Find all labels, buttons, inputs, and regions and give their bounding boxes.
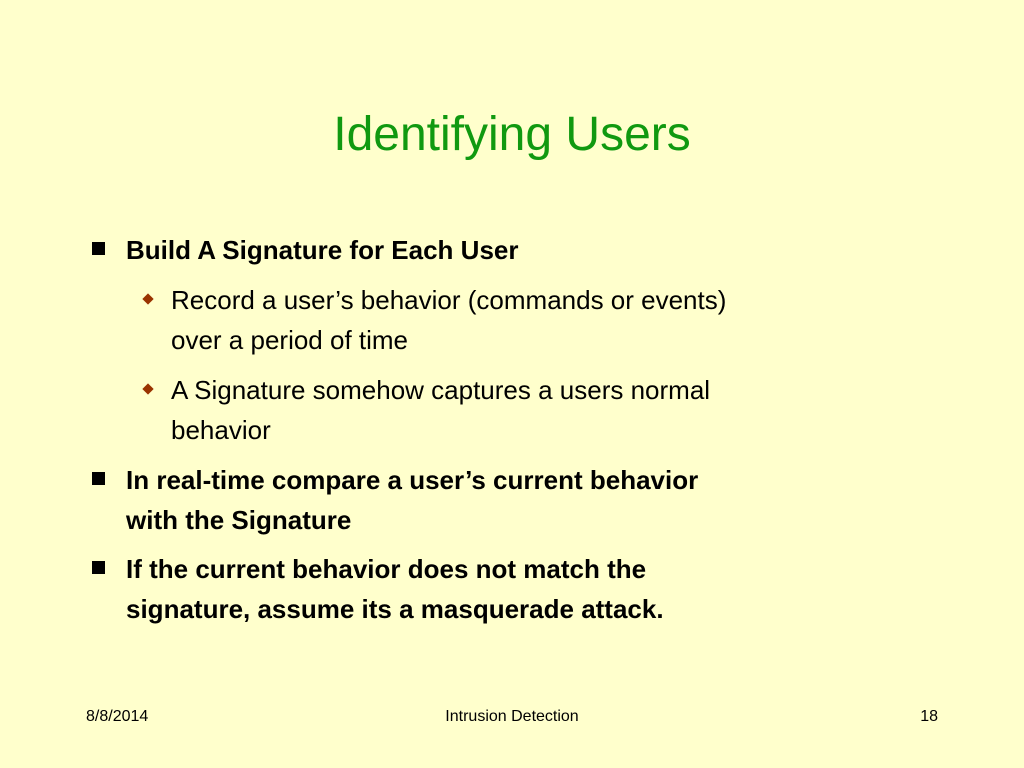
bullet-3-line-2: signature, assume its a masquerade attack. — [126, 594, 664, 624]
square-bullet-icon — [92, 561, 105, 574]
square-bullet-icon — [92, 472, 105, 485]
bullet-2-line-2: with the Signature — [126, 505, 352, 535]
bullet-3-line-1: If the current behavior does not match the — [126, 554, 647, 584]
bullet-1-text: Build A Signature for Each User — [126, 235, 519, 265]
sub-bullet-1-line-1: Record a user’s behavior (commands or events) — [171, 285, 727, 315]
bullet-2-line-1: In real-time compare a user’s current behavior — [126, 465, 699, 495]
diamond-bullet-icon — [142, 293, 153, 304]
slide-title: Identifying Users — [333, 108, 691, 161]
slide-number: 18 — [920, 708, 938, 725]
sub-bullet-2-line-1: A Signature somehow captures a users normal — [171, 375, 711, 405]
sub-bullet-2-line-2: behavior — [171, 415, 271, 445]
sub-bullet-1-line-2: over a period of time — [171, 325, 409, 355]
diamond-bullet-icon — [142, 383, 153, 394]
footer-title: Intrusion Detection — [445, 708, 579, 725]
footer-date: 8/8/2014 — [86, 708, 149, 725]
square-bullet-icon — [92, 242, 105, 255]
